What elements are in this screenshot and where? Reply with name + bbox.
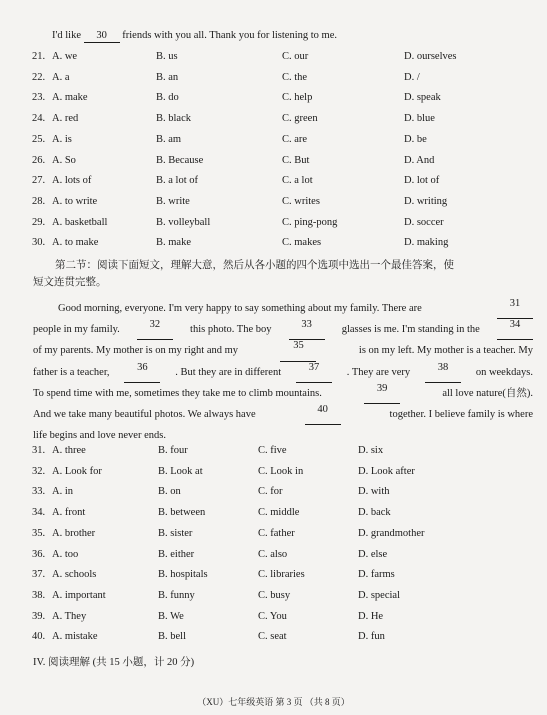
option-b: B. on [158,486,181,498]
question-row [0,610,547,624]
option-a: A. They [52,610,87,622]
option-a: A. a [52,71,70,83]
passage-line [33,383,533,404]
option-d: D. be [404,133,427,145]
question-number: 39. [32,610,46,622]
option-d: D. speak [404,92,441,104]
passage-line [33,404,533,425]
passage-text: . They are very [346,366,411,378]
option-d: D. special [358,589,400,601]
question-row [0,195,547,209]
option-c: C. busy [258,589,291,601]
passage-text: glasses is me. I'm standing in the [341,324,480,336]
passage-text: all love nature(自然). [442,387,533,399]
passage-blank: 36 [124,362,160,383]
question-number: 40. [32,631,46,643]
option-d: D. with [358,486,390,498]
passage-line [33,298,533,319]
option-b: B. four [158,445,188,456]
option-b: B. volleyball [156,216,211,228]
question-row [0,50,547,64]
passage-text: is on my left. My mother is a teacher. My [358,345,533,357]
passage [33,298,533,446]
option-a: A. is [52,133,72,145]
question-row [0,236,547,250]
option-b: B. between [158,507,206,519]
option-d: D. ourselves [404,51,457,62]
option-b: B. do [156,92,179,104]
option-b: B. make [156,237,191,249]
question-number: 38. [32,589,46,601]
option-d: D. soccer [404,216,444,228]
option-b: B. Because [156,154,204,166]
passage-blank: 34 [497,319,533,340]
option-a: A. make [52,92,88,104]
question-number: 26. [32,154,46,166]
passage-blank: 35 [280,340,316,361]
option-c: C. libraries [258,569,305,581]
question-number: 25. [32,133,46,145]
option-a: A. brother [52,527,96,539]
option-a: A. basketball [52,216,108,228]
question-row [0,485,547,499]
question-number: 22. [32,71,46,83]
intro-after: friends with you all. Thank you for listening to me. [122,30,337,41]
option-c: C. five [258,445,287,456]
option-a: A. to write [52,195,98,207]
option-b: B. We [158,610,184,622]
option-a: A. schools [52,569,97,581]
option-b: B. sister [158,527,193,539]
intro-line [52,29,337,43]
option-d: D. else [358,548,388,560]
option-b: B. funny [158,589,195,601]
question-number: 24. [32,113,46,125]
question-row [0,154,547,168]
option-b: B. Look at [158,465,203,477]
option-c: C. seat [258,631,287,643]
option-a: A. front [52,507,86,519]
option-d: D. writing [404,195,448,207]
option-b: B. either [158,548,195,560]
question-number: 27. [32,175,46,187]
option-b: B. hospitals [158,569,208,581]
question-number: 32. [32,465,46,477]
section2-title-line2: 短文连贯完整。 [33,277,107,288]
option-d: D. lot of [404,175,440,187]
option-a: A. too [52,548,79,560]
passage-blank: 32 [137,319,173,340]
question-row [0,506,547,520]
option-d: D. blue [404,113,435,125]
option-d: D. And [404,154,435,166]
question-row [0,548,547,562]
option-a: A. in [52,486,73,498]
option-b: B. a lot of [156,175,198,187]
question-number: 33. [32,486,46,498]
passage-blank: 40 [305,404,341,425]
option-c: C. But [282,154,310,166]
section2-title-line1: 第二节：阅读下面短文，理解大意，然后从各小题的四个选项中选出一个最佳答案，使 [55,260,454,271]
passage-blank: 38 [425,362,461,383]
passage-blank: 37 [296,362,332,383]
question-row [0,174,547,188]
section4-title: IV. 阅读理解 (共 15 小题，计 20 分) [33,657,195,668]
option-c: C. our [282,51,309,62]
option-c: C. a lot [282,175,313,187]
question-number: 37. [32,569,46,581]
intro-blank: 30 [84,30,120,43]
option-a: A. three [52,445,86,456]
option-a: A. mistake [52,631,98,643]
question-row [0,133,547,147]
passage-text: together. I believe family is where [389,408,533,420]
option-d: D. six [358,445,384,456]
option-a: A. red [52,113,79,125]
question-row [0,465,547,479]
passage-text: To spend time with me, sometimes they take me to climb mountains. [33,387,322,399]
question-row [0,589,547,603]
option-d: D. He [358,610,384,622]
option-a: A. important [52,589,106,601]
passage-text: life begins and love never ends. [33,430,166,442]
question-number: 34. [32,507,46,519]
option-d: D. back [358,507,391,519]
option-b: B. am [156,133,182,145]
passage-text: people in my family. [33,324,120,336]
option-d: D. / [404,71,420,83]
option-d: D. grandmother [358,527,425,539]
question-number: 21. [32,51,46,62]
passage-text: . But they are in different [175,366,282,378]
passage-text: father is a teacher, [33,366,110,378]
option-c: C. green [282,113,318,125]
passage-line [33,340,533,361]
option-d: D. farms [358,569,395,581]
option-c: C. the [282,71,308,83]
passage-text: Good morning, everyone. I'm very happy to say something about my family. There are [58,303,422,314]
option-c: C. are [282,133,308,145]
option-c: C. middle [258,507,300,519]
option-b: B. us [156,51,178,62]
option-c: C. for [258,486,283,498]
question-row [0,444,547,458]
option-c: C. help [282,92,313,104]
passage-line [33,362,533,383]
option-d: D. Look after [358,465,415,477]
passage-blank: 33 [289,319,325,340]
question-row [0,568,547,582]
question-row [0,71,547,85]
question-row [0,216,547,230]
option-b: B. black [156,113,191,125]
option-c: C. makes [282,237,322,249]
option-c: C. Look in [258,465,304,477]
question-row [0,112,547,126]
question-row [0,91,547,105]
question-number: 36. [32,548,46,560]
section2-title [33,259,525,290]
option-c: C. ping-pong [282,216,338,228]
intro-before: I'd like [52,30,82,41]
page-footer: （XU）七年级英语 第 3 页 （共 8 页） [197,697,350,707]
option-c: C. You [258,610,287,622]
question-number: 35. [32,527,46,539]
question-number: 31. [32,445,46,456]
option-c: C. also [258,548,288,560]
question-number: 28. [32,195,46,207]
passage-text: this photo. The boy [190,324,272,336]
passage-line [33,319,533,340]
option-c: C. father [258,527,295,539]
option-a: A. to make [52,237,99,249]
question-number: 30. [32,237,46,249]
option-c: C. writes [282,195,320,207]
passage-text: And we take many beautiful photos. We always have [33,408,256,420]
question-number: 23. [32,92,46,104]
option-a: A. Look for [52,465,102,477]
passage-blank: 39 [364,383,400,404]
option-b: B. an [156,71,179,83]
option-b: B. bell [158,631,186,643]
question-number: 29. [32,216,46,228]
option-b: B. write [156,195,190,207]
question-row [0,630,547,644]
option-a: A. lots of [52,175,92,187]
option-d: D. making [404,237,449,249]
passage-text: of my parents. My mother is on my right and my [33,345,239,357]
option-a: A. we [52,51,78,62]
passage-blank: 31 [497,298,533,319]
question-row [0,527,547,541]
passage-text: on weekdays. [475,366,533,378]
option-d: D. fun [358,631,385,643]
option-a: A. So [52,154,76,166]
